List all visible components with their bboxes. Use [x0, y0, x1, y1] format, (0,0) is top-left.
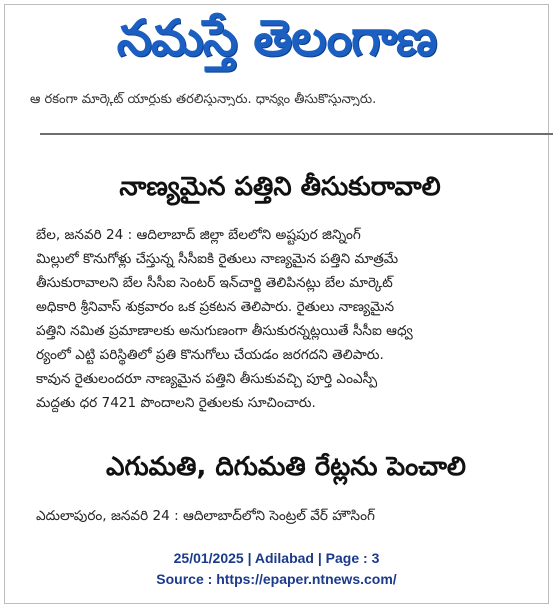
article-body-line: ర్యంలో ఎట్టి పరిస్థితిలో ప్రతి కొనుగోలు చేయడం జరగదని తెలిపారు.	[36, 347, 384, 363]
second-article-headline: ఎగుమతి, దిగుమతి రేట్లను పెంచాలి	[105, 452, 466, 482]
article-body	[36, 223, 533, 415]
second-article-body-line: ఎదులాపురం, జనవరి 24 : ఆదిలాబాద్‌లోని సెంట్రల్ వేర్ హౌసింగ్	[36, 508, 375, 524]
masthead-title: నమస్తే తెలంగాణ	[116, 8, 437, 67]
section-divider	[40, 133, 553, 135]
page-footer	[0, 548, 553, 590]
edition-info: 25/01/2025 | Adilabad | Page : 3	[173, 550, 380, 566]
article-body-line: మిల్లులో కొనుగోళ్లు చేస్తున్న సీసీఐకి రైతులు నాణ్యమైన పత్తిని మాత్రమే	[36, 251, 399, 267]
article-body-line: పత్తిని నమిత ప్రమాణాలకు అనుగుణంగా తీసుకురన్నట్లయితే సీసీఐ ఆధ్వ	[36, 323, 413, 339]
previous-article-fragment: ఆ రకంగా మార్కెట్ యార్డుకు తరలిస్తున్నారు. ధాన్యం తీసుకొస్తున్నారు.	[30, 92, 377, 106]
article-body-line: బేల, జనవరి 24 : ఆదిలాబాద్ జిల్లా బేలలోని అష్టపుర జిన్నింగ్	[36, 227, 361, 243]
article-headline: నాణ్యమైన పత్తిని తీసుకురావాలి	[119, 172, 441, 202]
masthead	[0, 4, 553, 84]
source-link[interactable]: Source : https://epaper.ntnews.com/	[156, 571, 397, 587]
article-body-line: మద్దతు ధర 7421 పొందాలని రైతులకు సూచించారు.	[36, 395, 316, 411]
article-body-line: కావున రైతులందరూ నాణ్యమైన పత్తిని తీసుకువచ్చి పూర్తి ఎంఎస్పీ	[36, 371, 378, 387]
article-body-line: తీసుకురావాలని బేల సీసీఐ సెంటర్ ఇన్‌చార్జి తెలిపినట్లు బేల మార్కెట్	[36, 275, 393, 291]
article-body-line: అధికారి శ్రీనివాస్ శుక్రవారం ఒక ప్రకటన తెలిపారు. రైతులు నాణ్యమైన	[36, 299, 395, 315]
